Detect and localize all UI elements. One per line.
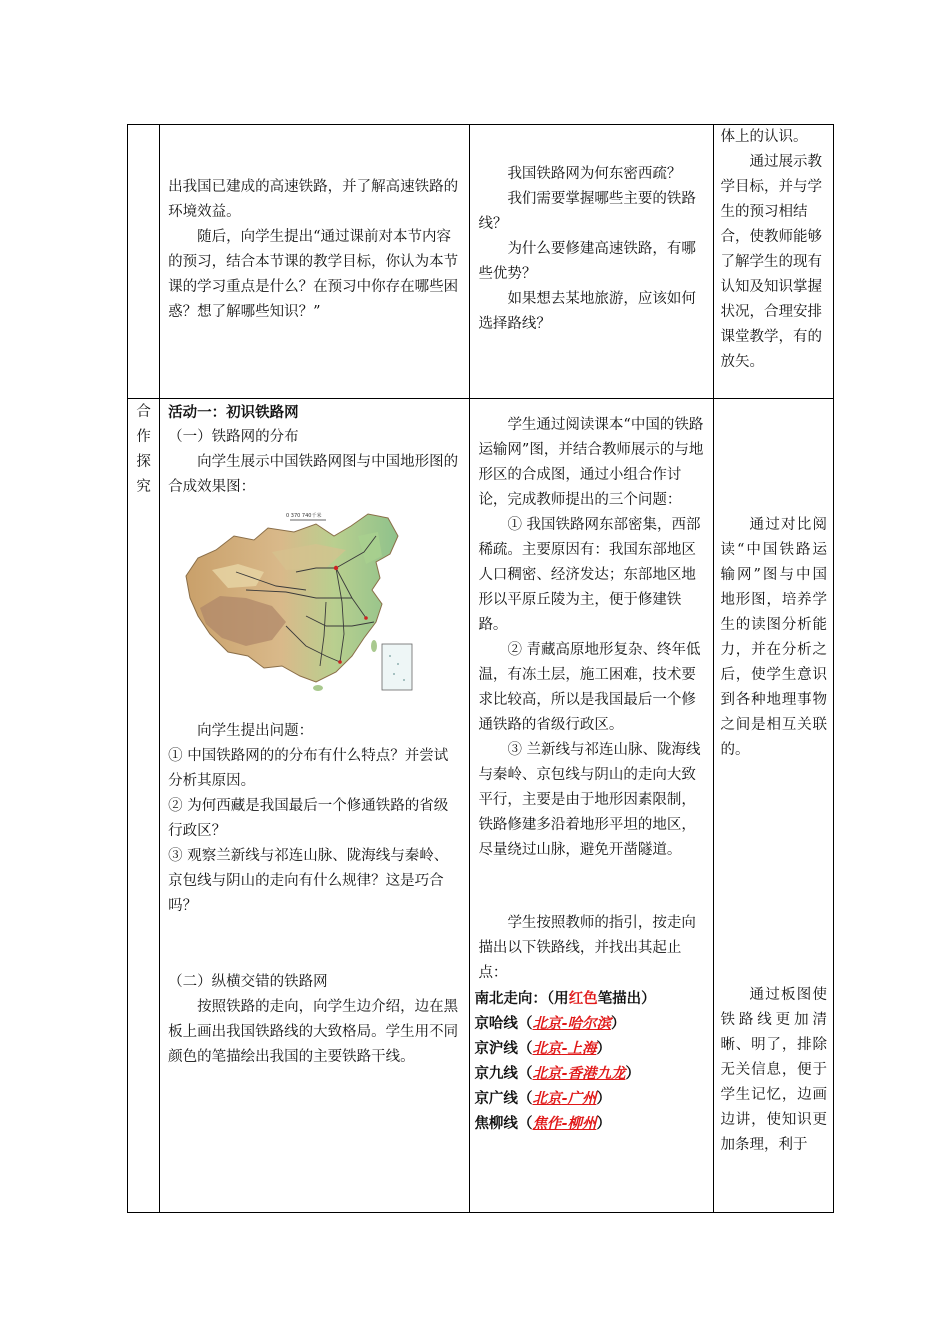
railway-line: 京哈线（北京-哈尔滨）	[474, 1015, 626, 1032]
question: ① 中国铁路网的的分布有什么特点？并尝试分析其原因。	[168, 748, 449, 789]
line-end: 哈尔滨	[567, 1015, 611, 1032]
stage-char: 作	[136, 429, 151, 445]
paragraph: 向学生展示中国铁路网图与中国地形图的合成效果图：	[168, 454, 459, 495]
line-end: 柳州	[567, 1115, 597, 1132]
section-heading: （二）纵横交错的铁路网	[168, 974, 328, 990]
question: 我国铁路网为何东密西疏？	[507, 166, 682, 182]
answer: ③ 兰新线与祁连山脉、陇海线与秦岭、京包线与阴山的走向大致平行，主要是由于地形因素限制，铁路修建多沿着地形平坦的地区，尽量绕过山脉，避免开凿隧道。	[478, 742, 701, 858]
railway-line: 京九线（北京-香港九龙）	[474, 1065, 640, 1082]
line-name: 京哈线	[474, 1015, 518, 1032]
question: ② 为何西藏是我国最后一个修通铁路的省级行政区？	[168, 798, 449, 839]
line-start: 北京	[532, 1065, 562, 1082]
activity-title: 活动一：初识铁路网	[168, 404, 299, 421]
color-word: 红色	[568, 990, 598, 1007]
china-railway-terrain-map	[176, 506, 416, 696]
table-row	[128, 399, 834, 1213]
line-start: 焦作	[532, 1115, 562, 1132]
line-start: 北京	[532, 1040, 562, 1057]
question: 为什么要修建高速铁路，有哪些优势？	[478, 241, 696, 282]
paragraph: 通过展示教学目标，并与学生的预习相结合，使教师能够了解学生的现有认知及知识掌握状况，合理安排课堂教学，有的放矢。	[720, 154, 822, 370]
paragraph: 体上的认识。	[720, 129, 808, 145]
paragraph: 向学生提出问题：	[197, 723, 314, 739]
lesson-plan-table	[127, 124, 834, 1213]
map-scale: 0 370 740千米	[286, 513, 322, 519]
paragraph: 学生通过阅读课本“中国的铁路运输网”图，并结合教师展示的与地形区的合成图，通过小组合作讨论，完成教师提出的三个问题：	[478, 417, 704, 508]
stage-char: 合	[136, 404, 151, 420]
line-start: 北京	[532, 1090, 562, 1107]
line-end: 上海	[567, 1040, 597, 1057]
table-row	[128, 125, 834, 399]
stage-cell-empty	[128, 125, 160, 399]
paragraph: 学生按照教师的指引，按走向描出以下铁路线，并找出其起止点：	[478, 915, 696, 981]
paragraph: 出我国已建成的高速铁路，并了解高速铁路的环境效益。	[168, 179, 459, 220]
direction-prefix: 南北走向：（用	[474, 990, 569, 1007]
answer: ① 我国铁路网东部密集，西部稀疏。主要原因有：我国东部地区人口稠密、经济发达；东部地区地形以平原丘陵为主，便于修建铁路。	[478, 517, 701, 633]
question: ③ 观察兰新线与祁连山脉、陇海线与秦岭、京包线与阴山的走向有什么规律？这是巧合吗？	[168, 848, 449, 914]
direction-heading	[474, 986, 705, 1011]
question: 如果想去某地旅游，应该如何选择路线？	[478, 291, 696, 332]
student-activity-cell	[470, 125, 714, 399]
stage-cell	[128, 399, 160, 1213]
teacher-activity-cell	[160, 125, 470, 399]
railway-line: 京广线（北京-广州）	[474, 1090, 611, 1107]
paragraph: 随后，向学生提出“通过课前对本节内容的预习，结合本节课的教学目标，你认为本节课的学习重点是什么？在预习中你存在哪些困惑？想了解哪些知识？”	[168, 229, 459, 320]
stage-char: 究	[136, 479, 151, 495]
line-end: 广州	[567, 1090, 597, 1107]
line-name: 京九线	[474, 1065, 518, 1082]
railway-line: 焦柳线（焦作-柳州）	[474, 1115, 611, 1132]
section-heading: （一）铁路网的分布	[168, 429, 299, 445]
railway-line: 京沪线（北京-上海）	[474, 1040, 611, 1057]
answer: ② 青藏高原地形复杂、终年低温，有冻土层，施工困难，技术要求比较高，所以是我国最后一个修通铁路的省级行政区。	[478, 642, 701, 733]
paragraph: 通过对比阅读“中国铁路运输网”图与中国地形图，培养学生的读图分析能力，并在分析之后，使学生意识到各种地理事物之间是相互关联的。	[720, 517, 827, 758]
line-end: 香港九龙	[567, 1065, 626, 1082]
question: 我们需要掌握哪些主要的铁路线？	[478, 191, 696, 232]
direction-suffix: 笔描出）	[597, 990, 656, 1007]
design-intent-cell	[714, 399, 834, 1213]
paragraph: 按照铁路的走向，向学生边介绍，边在黑板上画出我国铁路线的大致格局。学生用不同颜色的笔描绘出我国的主要铁路干线。	[168, 999, 459, 1065]
design-intent-cell	[714, 125, 834, 399]
line-start: 北京	[532, 1015, 562, 1032]
line-name: 焦柳线	[474, 1115, 518, 1132]
teacher-activity-cell	[160, 399, 470, 1213]
line-name: 京沪线	[474, 1040, 518, 1057]
student-activity-cell	[470, 399, 714, 1213]
line-name: 京广线	[474, 1090, 518, 1107]
stage-char: 探	[136, 454, 151, 470]
paragraph: 通过板图使铁路线更加清晰、明了，排除无关信息，便于学生记忆，边画边讲，使知识更加条理，利于	[720, 987, 827, 1153]
